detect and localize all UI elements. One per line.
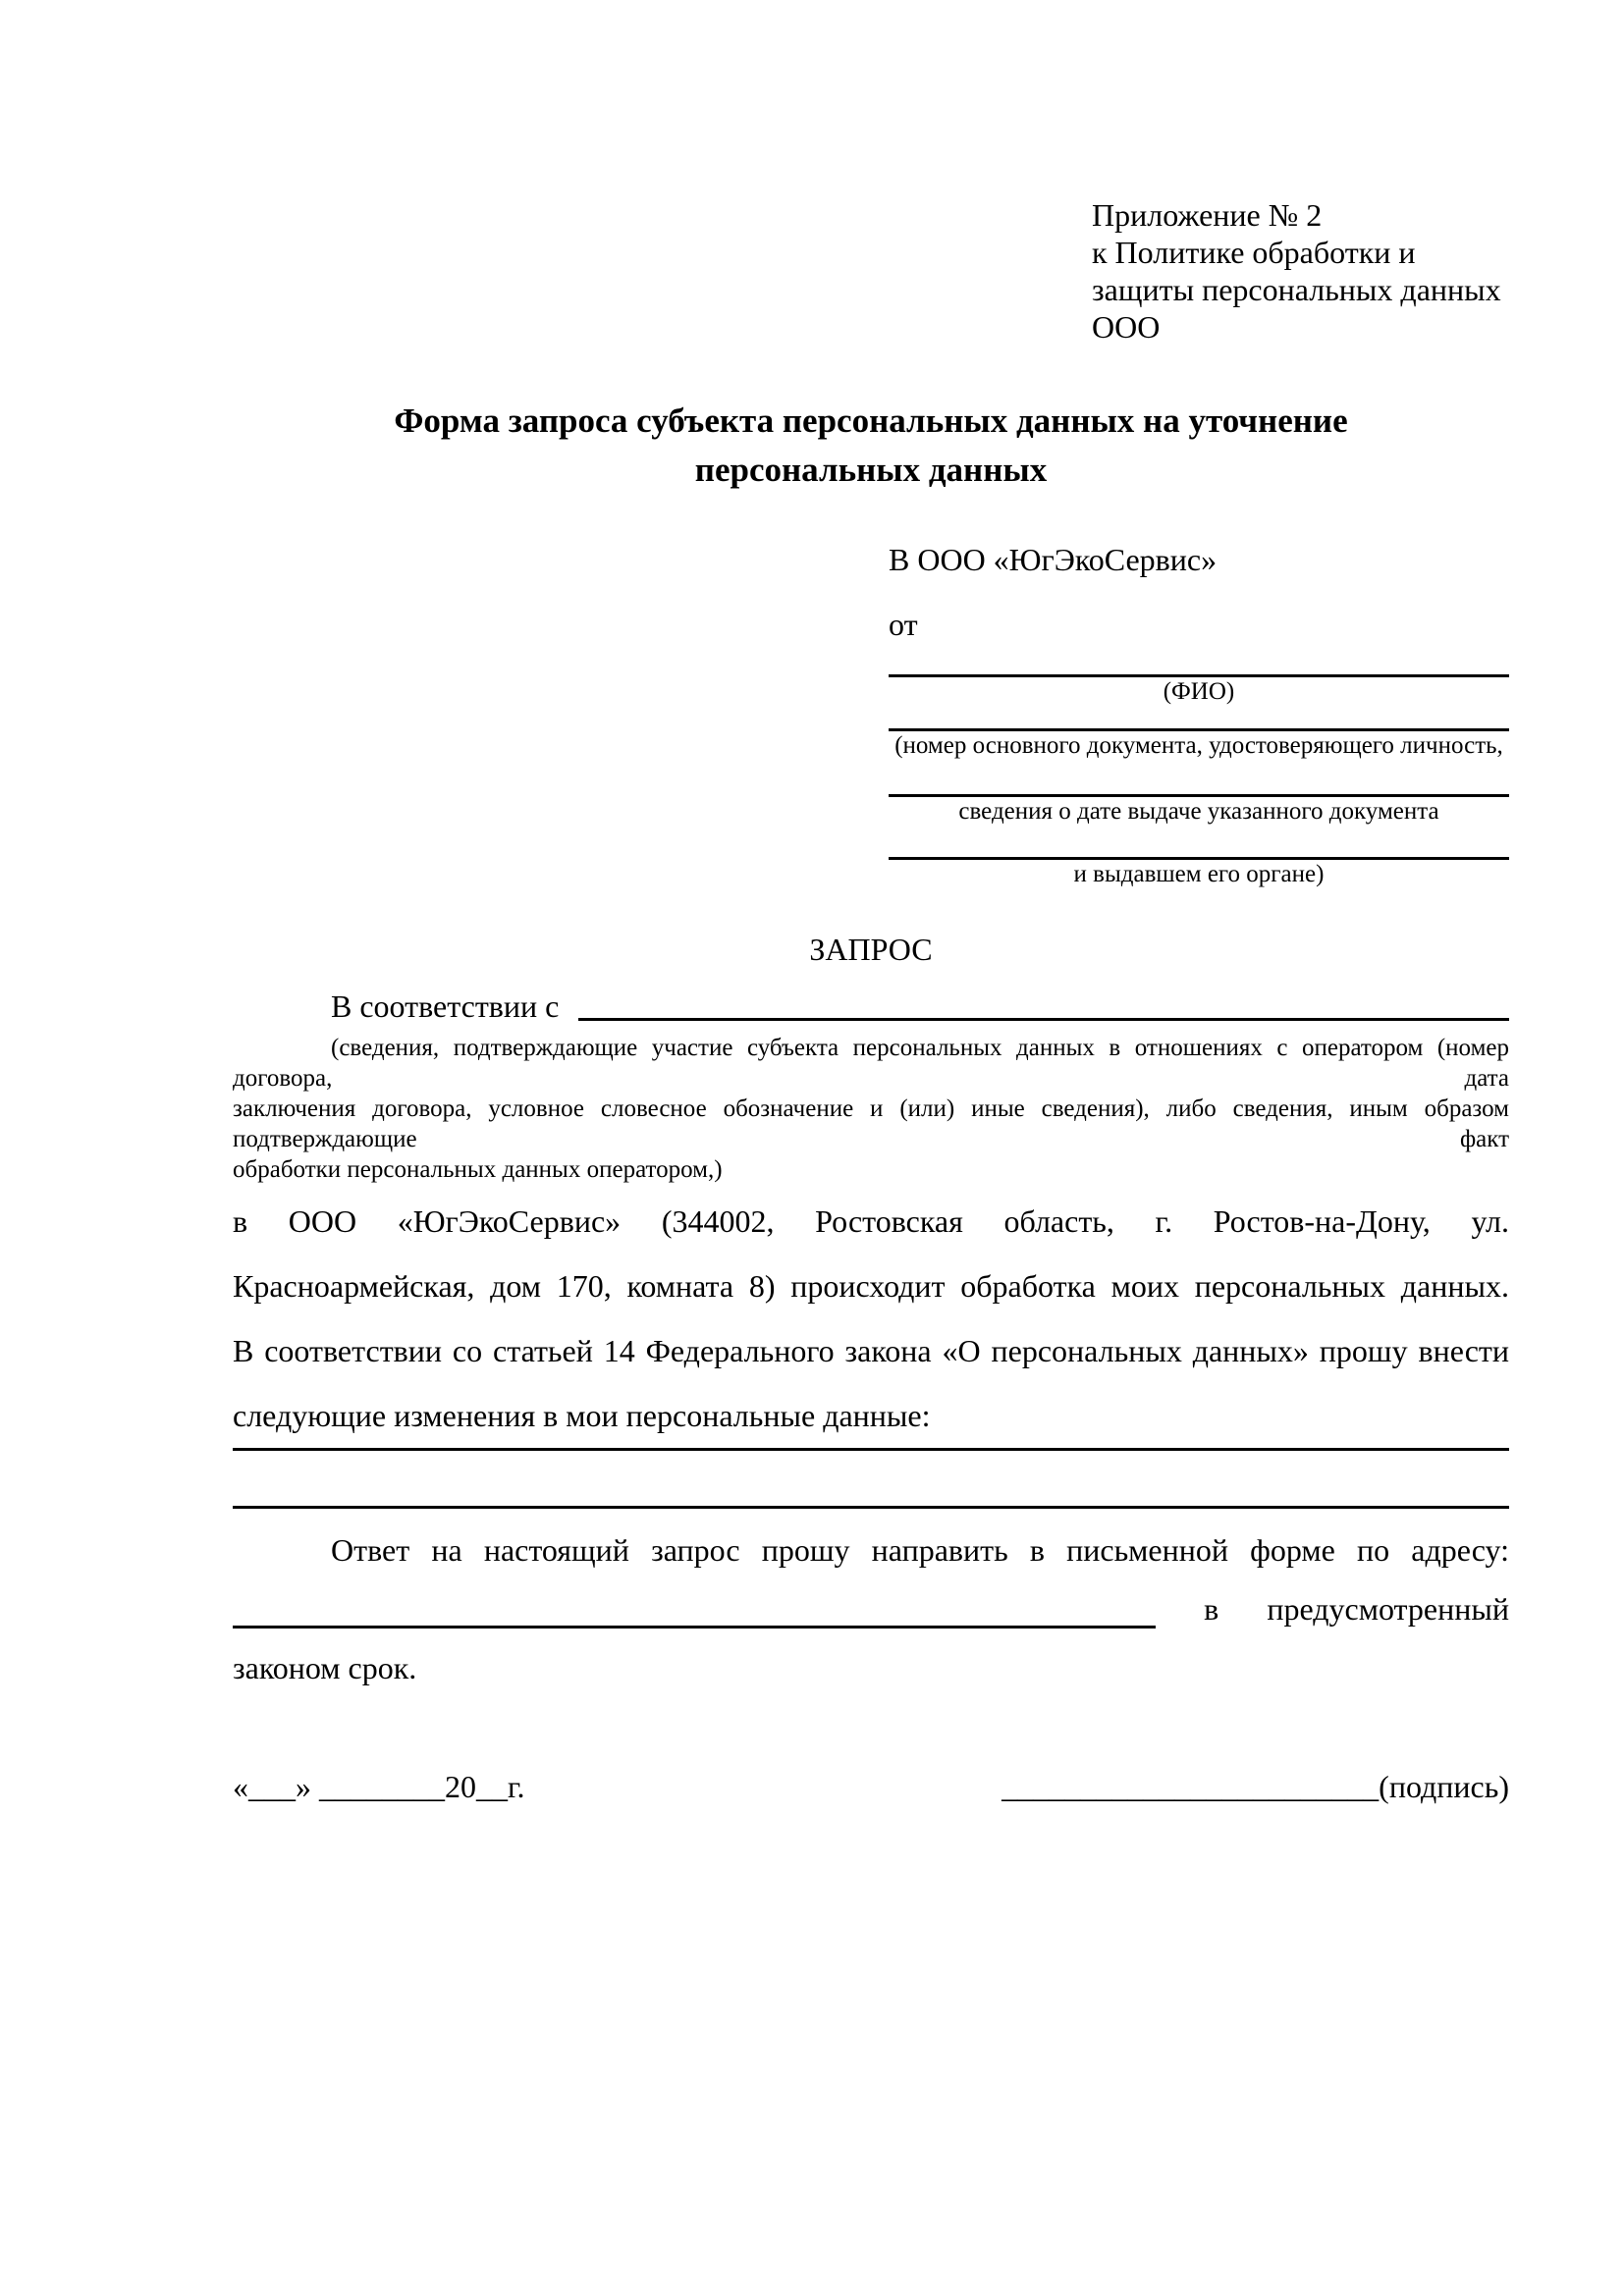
accordance-blank-line: [578, 986, 1509, 1021]
accordance-prefix: В соответствии с: [331, 988, 568, 1024]
form-title: [233, 397, 1509, 495]
appendix-line: защиты персональных данных: [1092, 272, 1501, 307]
reply-address-line: [233, 1579, 1509, 1638]
appendix-line: к Политике обработки и: [1092, 235, 1416, 270]
accordance-line: [233, 986, 1509, 1027]
body-paragraph: [233, 1189, 1509, 1448]
request-heading: ЗАПРОС: [809, 932, 933, 967]
fio-blank-line: [889, 645, 1509, 677]
issuing-authority-blank-line: [889, 827, 1509, 860]
date-signature-row: [233, 1766, 1509, 1807]
blank-write-line-2: [233, 1451, 1509, 1509]
body-line: в ООО «ЮгЭкоСервис» (344002, Ростовская область, г. Ростов-на-Дону, ул.: [233, 1203, 1509, 1239]
doc-number-blank-line: [889, 707, 1509, 731]
footnote-line: обработки персональных данных оператором,): [233, 1156, 723, 1183]
date-blank: «___» ________20__г.: [233, 1769, 525, 1804]
issuing-authority-caption: и выдавшем его органе): [1073, 861, 1325, 887]
body-line: В соответствии со статьей 14 Федерального закона «О персональных данных» прошу внести: [233, 1333, 1509, 1368]
from-label: от: [889, 607, 918, 642]
addressee-block: [889, 539, 1509, 889]
signature-caption: (подпись): [1379, 1769, 1509, 1804]
issue-date-blank-line: [889, 761, 1509, 797]
appendix-line: ООО: [1092, 309, 1161, 345]
footnote-line: заключения договора, условное словесное обозначение и (или) иные сведения), либо сведения, иным образом подтверждающие факт: [233, 1095, 1509, 1152]
reply-line: Ответ на настоящий запрос прошу направить в письменной форме по адресу:: [331, 1532, 1509, 1568]
form-title-line: Форма запроса субъекта персональных данных на уточнение: [394, 401, 1348, 440]
form-title-line: персональных данных: [694, 451, 1048, 489]
doc-number-caption: (номер основного документа, удостоверяющего личность,: [894, 732, 1503, 759]
appendix-line: Приложение № 2: [1092, 197, 1323, 233]
body-line: следующие изменения в мои персональные данные:: [233, 1398, 931, 1433]
fio-caption: (ФИО): [1163, 678, 1235, 705]
signature-area: [1001, 1766, 1509, 1807]
footnote-line: (сведения, подтверждающие участие субъекта персональных данных в отношениях с оператором (номер договора, дата: [233, 1035, 1509, 1092]
address-blank-line: [233, 1626, 1156, 1629]
org-name: В ООО «ЮгЭкоСервис»: [889, 542, 1218, 577]
reply-line: законом срок.: [233, 1650, 417, 1685]
reply-word: в: [1204, 1591, 1219, 1627]
reply-paragraph: [233, 1521, 1509, 1697]
accordance-footnote: [233, 1033, 1509, 1185]
body-line: Красноармейская, дом 170, комната 8) происходит обработка моих персональных данных.: [233, 1268, 1509, 1304]
signature-blank-line: ________________________: [1001, 1769, 1380, 1804]
issue-date-caption: сведения о дате выдаче указанного документа: [958, 798, 1439, 825]
reply-word: предусмотренный: [1267, 1591, 1509, 1627]
appendix-note: [1092, 196, 1509, 346]
